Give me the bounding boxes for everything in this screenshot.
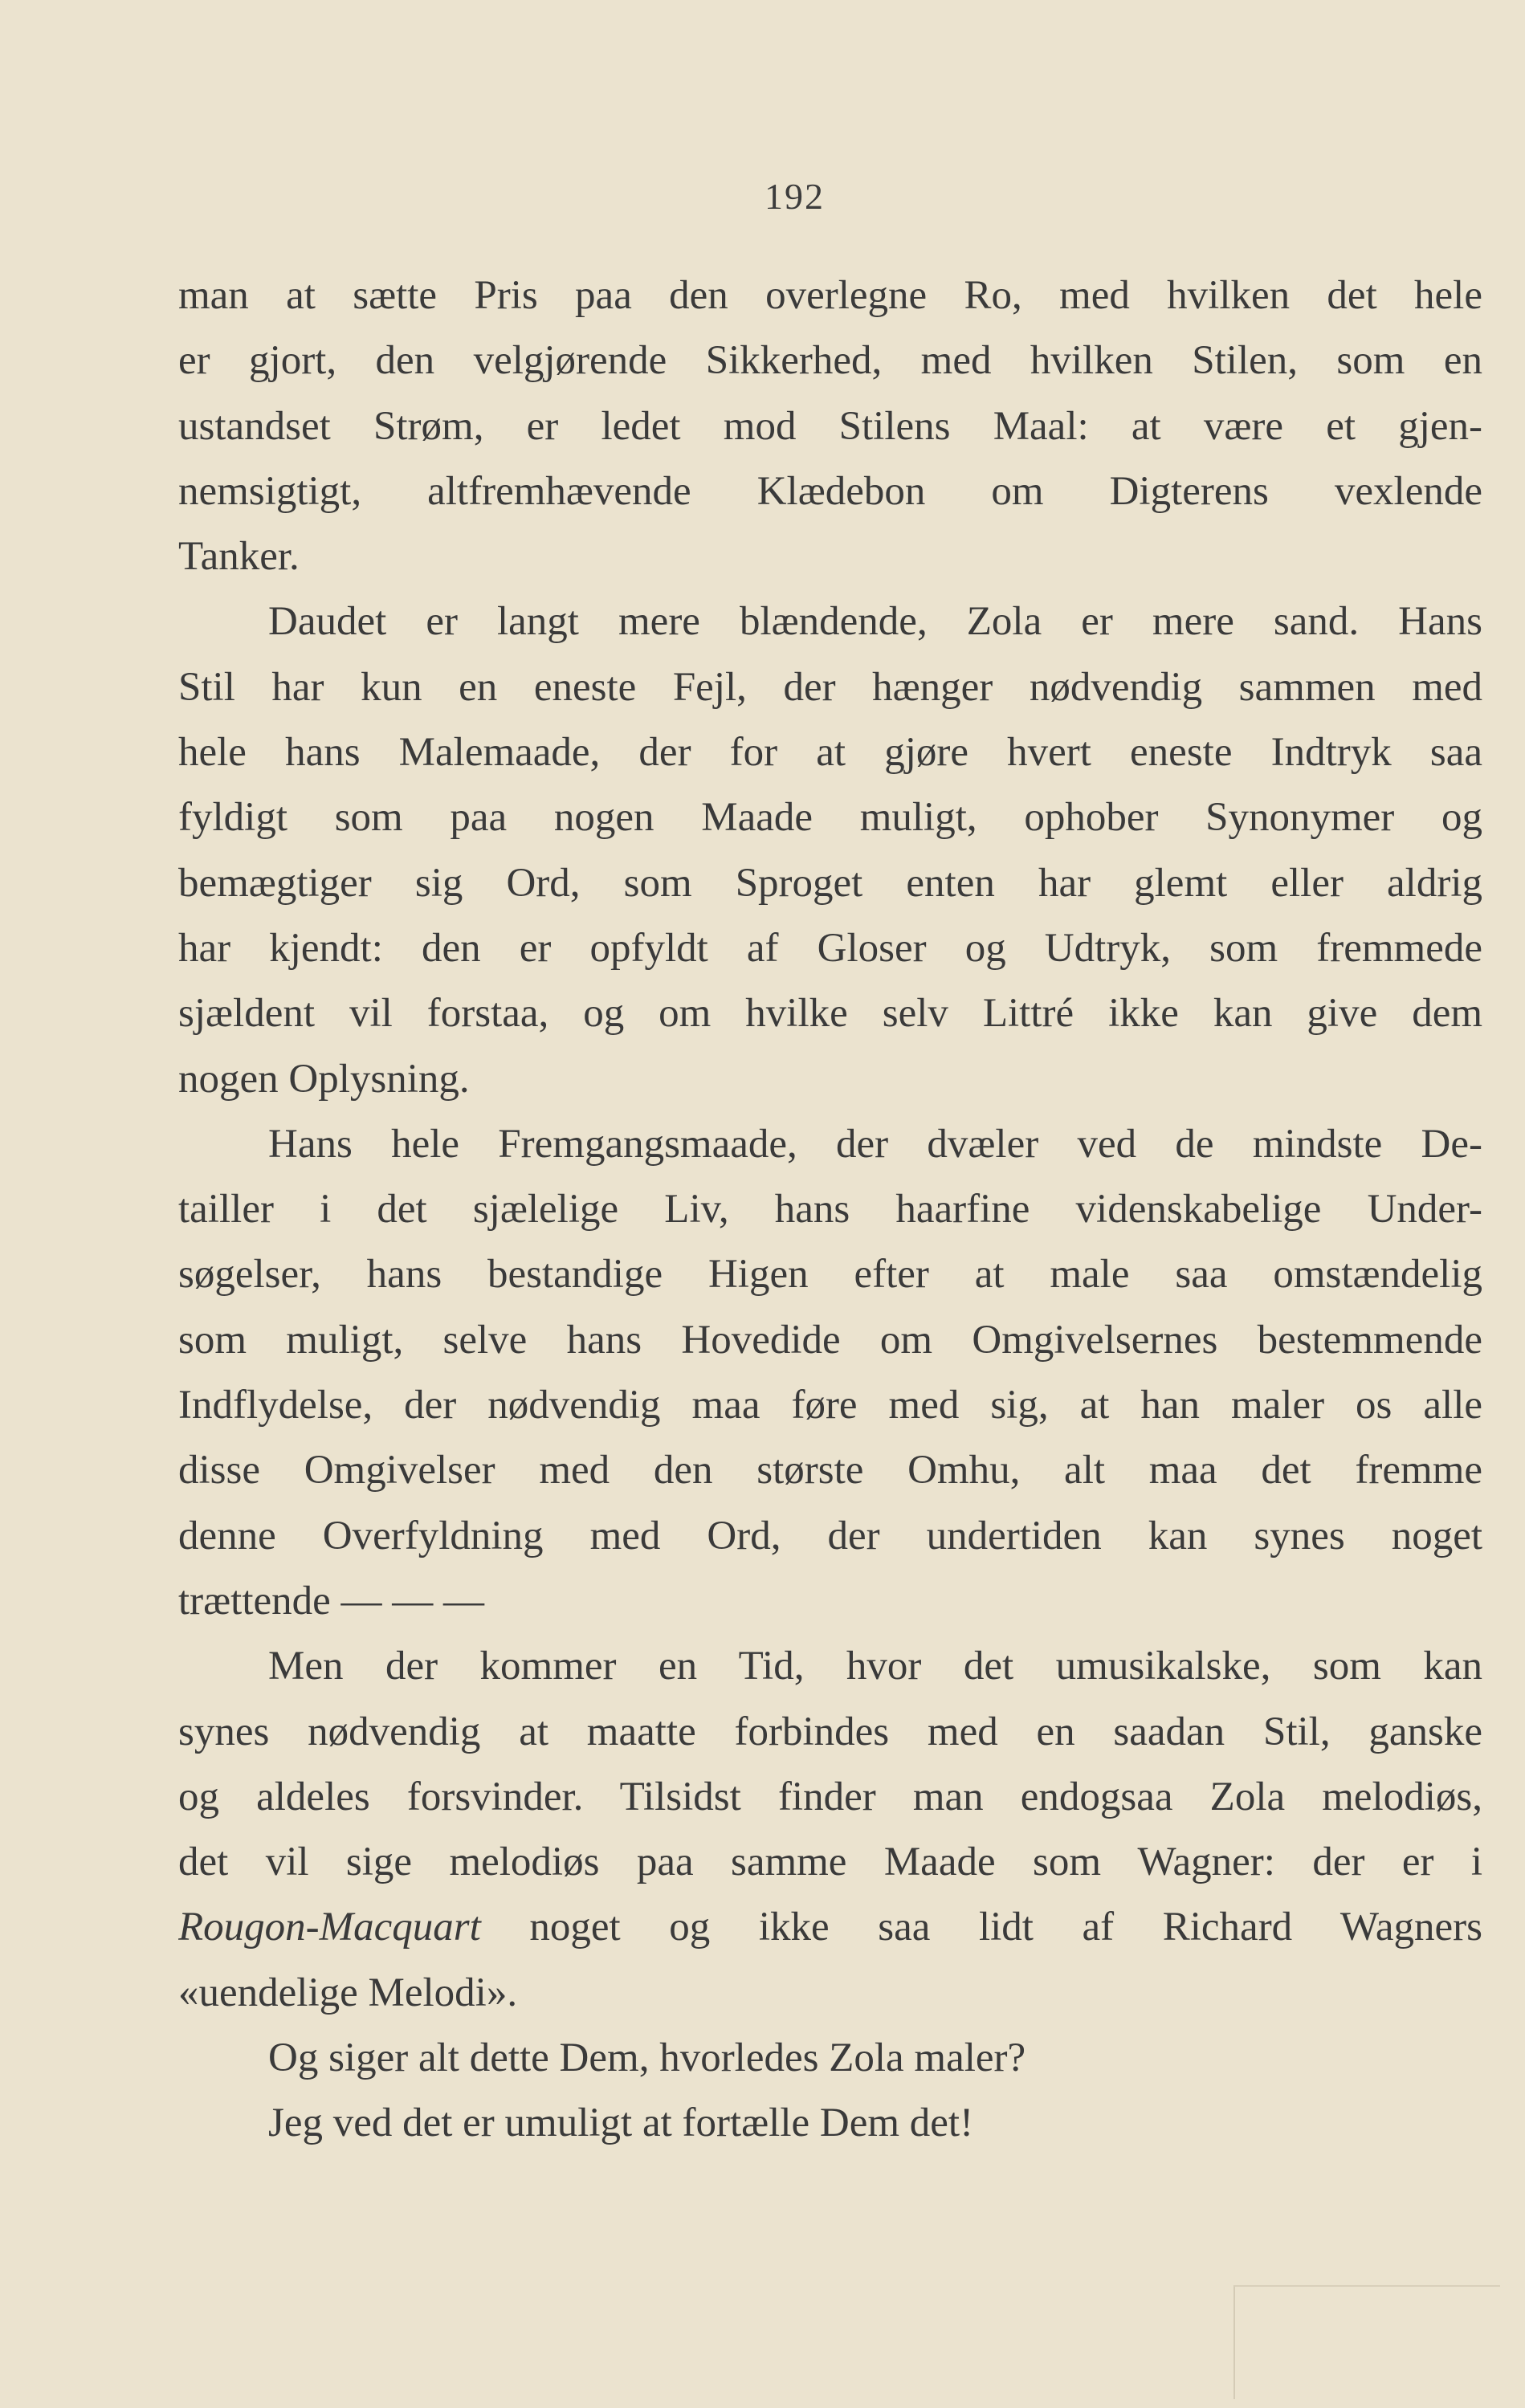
paragraph-start-line: Og siger alt dette Dem, hvorledes Zola maler? — [268, 2035, 1026, 2081]
text-line: «uendelige Melodi». — [178, 1970, 518, 2015]
page-number: 192 — [765, 176, 825, 217]
text-line: fyldigt som paa nogen Maade muligt, ophober Synonymer og — [178, 795, 1482, 841]
text-line: Stil har kun en eneste Fejl, der hænger nødvendig sammen med — [178, 664, 1482, 710]
text-line: Indflydelse, der nødvendig maa føre med sig, at han maler os alle — [178, 1383, 1482, 1428]
text-line: ustandset Strøm, er ledet mod Stilens Maal: at være et gjen- — [178, 403, 1482, 449]
text-line: har kjendt: den er opfyldt af Gloser og Udtryk, som fremmede — [178, 925, 1482, 971]
paragraph-start-line: Jeg ved det er umuligt at fortælle Dem det! — [268, 2100, 974, 2146]
text-line: nogen Oplysning. — [178, 1056, 470, 1102]
text-line: synes nødvendig at maatte forbindes med en saadan Stil, ganske — [178, 1709, 1482, 1754]
text-line: Tanker. — [178, 534, 300, 580]
italic-title: Rougon-Macquart — [178, 1905, 481, 1950]
text-line: bemægtiger sig Ord, som Sproget enten har glemt eller aldrig — [178, 860, 1482, 906]
paragraph-start-line: Daudet er langt mere blændende, Zola er mere sand. Hans — [268, 599, 1482, 645]
text-line-with-title — [178, 1895, 1482, 1960]
paragraph-start-line: Men der kommer en Tid, hvor det umusikalske, som kan — [268, 1644, 1482, 1689]
text-line: man at sætte Pris paa den overlegne Ro, med hvilken det hele — [178, 273, 1482, 318]
page-corner-crease — [1233, 2285, 1500, 2399]
text-line: søgelser, hans bestandige Higen efter at male saa omstændelig — [178, 1252, 1482, 1298]
text-line: disse Omgivelser med den største Omhu, alt maa det fremme — [178, 1448, 1482, 1493]
text-line: denne Overfyldning med Ord, der undertiden kan synes noget — [178, 1513, 1482, 1558]
text-line: sjældent vil forstaa, og om hvilke selv Littré ikke kan give dem — [178, 991, 1482, 1037]
paragraph-start-line: Hans hele Fremgangsmaade, der dvæler ved de mindste De- — [268, 1121, 1482, 1167]
text-line: som muligt, selve hans Hovedide om Omgivelsernes bestemmende — [178, 1317, 1482, 1363]
text-line: tailler i det sjælelige Liv, hans haarfine videnskabelige Under- — [178, 1187, 1482, 1233]
text-line: er gjort, den velgjørende Sikkerhed, med hvilken Stilen, som en — [178, 338, 1482, 384]
text-line: trættende — — — — [178, 1578, 485, 1624]
body-text — [178, 263, 1482, 2157]
text-line-rest: noget og ikke saa lidt af Richard Wagners — [529, 1905, 1482, 1950]
text-line: nemsigtigt, altfremhævende Klædebon om Digterens vexlende — [178, 468, 1482, 514]
text-line: det vil sige melodiøs paa samme Maade som Wagner: der er i — [178, 1840, 1482, 1885]
text-line: og aldeles forsvinder. Tilsidst finder man endogsaa Zola melodiøs, — [178, 1774, 1482, 1819]
text-line: hele hans Malemaade, der for at gjøre hvert eneste Indtryk saa — [178, 730, 1482, 776]
